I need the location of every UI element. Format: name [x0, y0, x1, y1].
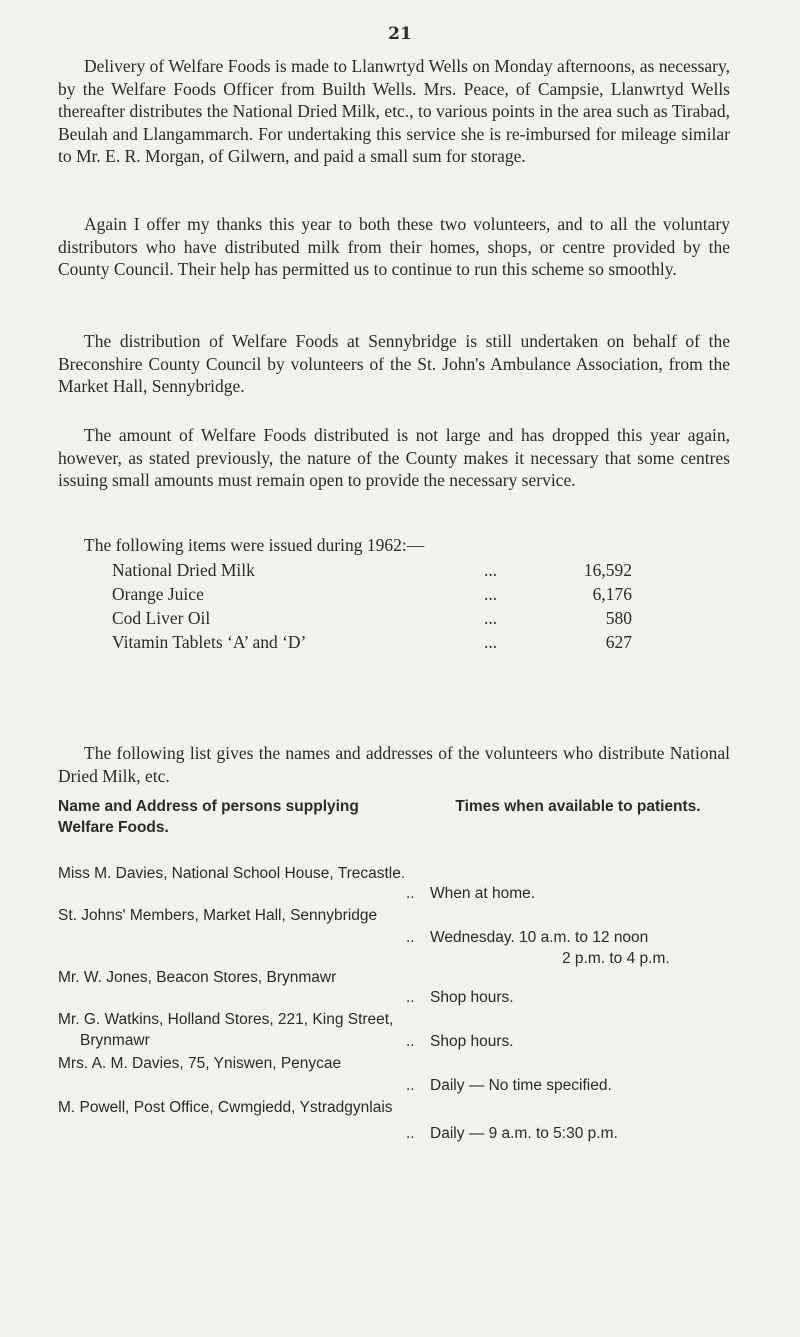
- time-line: Shop hours.: [430, 1033, 514, 1050]
- issued-intro: The following items were issued during 1962:—: [84, 535, 425, 555]
- item-quantity: 627: [605, 632, 632, 652]
- volunteer-name: Mrs. A. M. Davies, 75, Yniswen, Penycae: [58, 1055, 342, 1072]
- volunteer-time: [430, 928, 760, 969]
- item-name: Cod Liver Oil: [112, 608, 211, 628]
- paragraph-delivery: Delivery of Welfare Foods is made to Llanwrtyd Wells on Monday afternoons, as necessary, by the Welfare Foods Officer from Builth Wells. Mrs. Peace, of Campsie, Llanwrtyd Wells thereafter distributes the National Dried Milk, etc., to various points in the area such as Tirabad, Beulah and Llangammarch. For undertaking this service she is re-imbursed for mileage similar to Mr. E. R. Morgan, of Gilwern, and paid a small sum for storage.: [58, 56, 730, 167]
- page-number: 21: [388, 24, 412, 44]
- item-quantity: 580: [605, 608, 632, 628]
- issued-item: [112, 560, 632, 584]
- item-name: National Dried Milk: [112, 560, 255, 580]
- paragraph-amount: The amount of Welfare Foods distributed is not large and has dropped this year again, however, as stated previously, the nature of the County makes it necessary that some centres issuing small amounts must remain open to provide the necessary service.: [58, 425, 730, 491]
- paragraph-thanks: Again I offer my thanks this year to both these two volunteers, and to all the voluntary distributors who have distributed milk from their homes, shops, or centre provided by the County Council. Their help has permitted us to continue to run this scheme so smoothly.: [58, 214, 730, 280]
- volunteer-time: [430, 884, 760, 905]
- volunteer-time: [430, 1124, 760, 1145]
- time-line: Wednesday. 10 a.m. to 12 noon: [430, 929, 649, 946]
- time-line: Daily — No time specified.: [430, 1077, 612, 1094]
- row-leader: ..: [406, 929, 415, 946]
- issued-items-list: [112, 560, 632, 656]
- time-line: When at home.: [430, 885, 536, 902]
- item-name: Vitamin Tablets ‘A’ and ‘D’: [112, 632, 307, 652]
- row-leader: ..: [406, 1077, 415, 1094]
- item-quantity: 16,592: [583, 560, 632, 580]
- column-header-times: Times when available to patients.: [455, 798, 701, 815]
- volunteer-time: [430, 1032, 760, 1053]
- row-leader: ..: [406, 989, 415, 1006]
- paragraph-sennybridge: The distribution of Welfare Foods at Sennybridge is still undertaken on behalf of the Breconshire County Council by volunteers of the St. John's Ambulance Association, from the Market Hall, Sennybridge.: [58, 331, 730, 397]
- item-quantity: 6,176: [592, 584, 632, 604]
- volunteer-name: Mr. G. Watkins, Holland Stores, 221, King Street, Brynmawr: [58, 1011, 394, 1049]
- time-line: Shop hours.: [430, 989, 514, 1006]
- paragraph-volunteer-intro: The following list gives the names and addresses of the volunteers who distribute National Dried Milk, etc.: [58, 743, 730, 786]
- item-name: Orange Juice: [112, 584, 204, 604]
- volunteer-name: Mr. W. Jones, Beacon Stores, Brynmawr: [58, 969, 337, 986]
- volunteer-name: M. Powell, Post Office, Cwmgiedd, Ystradgynlais: [58, 1099, 393, 1116]
- column-header-name: Name and Address of persons supplying Welfare Foods.: [58, 798, 359, 836]
- item-leader: ...: [484, 560, 498, 580]
- time-line-2: 2 p.m. to 4 p.m.: [562, 949, 670, 967]
- issued-item: [112, 584, 632, 608]
- row-leader: ..: [406, 1033, 415, 1050]
- item-leader: ...: [484, 608, 498, 628]
- row-leader: ..: [406, 1125, 415, 1142]
- item-leader: ...: [484, 584, 498, 604]
- issued-item: [112, 632, 632, 656]
- volunteer-name: Miss M. Davies, National School House, Trecastle.: [58, 865, 406, 882]
- item-leader: ...: [484, 632, 498, 652]
- volunteer-time: [430, 988, 760, 1009]
- issued-item: [112, 608, 632, 632]
- row-leader: ..: [406, 885, 415, 902]
- volunteer-name: St. Johns' Members, Market Hall, Sennybridge: [58, 907, 378, 924]
- time-line: Daily — 9 a.m. to 5:30 p.m.: [430, 1125, 618, 1142]
- volunteer-time: [430, 1076, 760, 1097]
